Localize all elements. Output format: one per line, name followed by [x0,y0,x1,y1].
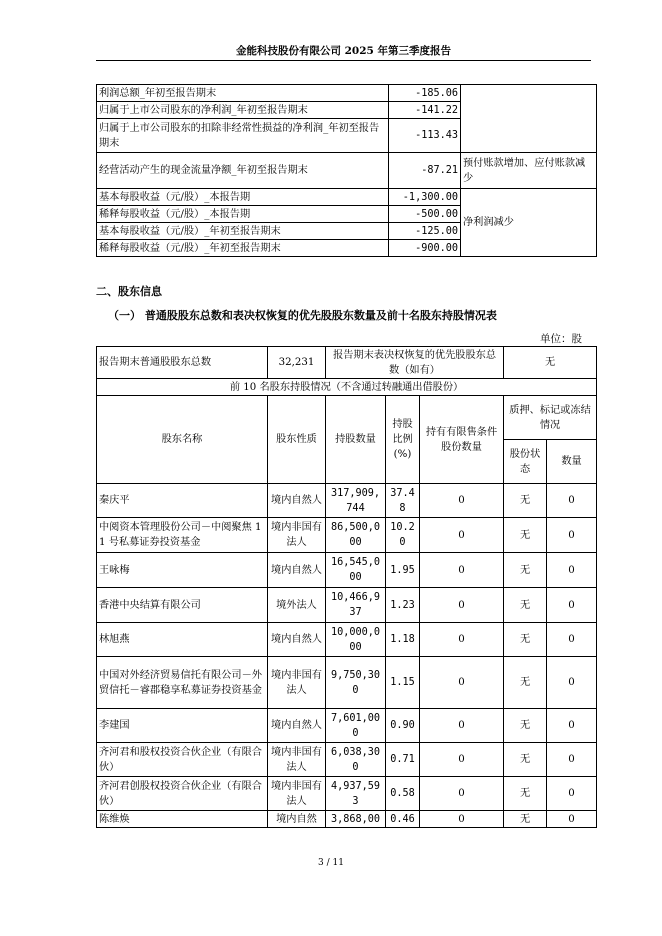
holder-ratio: 0.90 [386,709,420,743]
merged-reason: 净利润减少 [461,189,597,257]
table-row [97,743,597,777]
table-row [97,153,597,189]
holder-pledge-count: 0 [547,811,597,828]
holder-pledge-count: 0 [547,588,597,623]
holder-nature: 境内非国有法人 [268,657,326,709]
preferred-holders-label: 报告期末表决权恢复的优先股股东总数（如有） [326,347,504,379]
holder-restricted: 0 [420,657,504,709]
holder-quantity: 4,937,593 [326,777,386,811]
header-row [97,396,597,440]
holder-nature: 境内自然 [268,811,326,828]
holder-nature: 境内自然人 [268,623,326,657]
holder-quantity: 10,466,937 [326,588,386,623]
holder-pledge-status: 无 [504,811,547,828]
row-value: -500.00 [389,206,461,223]
holder-nature: 境内自然人 [268,553,326,588]
holder-quantity: 317,909,744 [326,484,386,518]
table-row [97,623,597,657]
table-row [97,588,597,623]
row-label: 归属于上市公司股东的扣除非经常性损益的净利润_年初至报告期末 [97,119,389,153]
holder-quantity: 6,038,300 [326,743,386,777]
holder-ratio: 1.95 [386,553,420,588]
holder-nature: 境内自然人 [268,484,326,518]
holder-pledge-status: 无 [504,518,547,553]
table-row [97,709,597,743]
holder-name: 王咏梅 [97,553,268,588]
header-ratio: 持股比例(%) [386,396,420,484]
row-value: -185.06 [389,85,461,102]
row-value: -141.22 [389,102,461,119]
holder-quantity: 86,500,000 [326,518,386,553]
holder-name: 齐河君和股权投资合伙企业（有限合伙） [97,743,268,777]
holder-restricted: 0 [420,553,504,588]
holder-pledge-count: 0 [547,777,597,811]
table-subtitle: 前 10 名股东持股情况（不含通过转融通出借股份） [97,379,597,396]
holder-quantity: 3,868,00 [326,811,386,828]
holder-pledge-count: 0 [547,553,597,588]
section-heading: 二、股东信息 [96,285,162,298]
holder-ratio: 10.20 [386,518,420,553]
holder-pledge-status: 无 [504,623,547,657]
row-label: 基本每股收益（元/股）_年初至报告期末 [97,223,389,240]
holder-pledge-count: 0 [547,484,597,518]
row-label: 稀释每股收益（元/股）_年初至报告期末 [97,240,389,257]
header-restricted: 持有有限售条件股份数量 [420,396,504,484]
row-value: -87.21 [389,153,461,189]
table-row [97,189,597,206]
subtitle-row [97,379,597,396]
unit-label: 单位：股 [540,333,582,345]
holder-quantity: 16,545,000 [326,553,386,588]
holder-nature: 境内非国有法人 [268,518,326,553]
table-row [97,85,597,102]
holder-restricted: 0 [420,484,504,518]
holder-name: 李建国 [97,709,268,743]
row-value: -900.00 [389,240,461,257]
row-reason: 预付账款增加、应付账款减少 [461,153,597,189]
header-divider [96,60,591,61]
holder-nature: 境内自然人 [268,709,326,743]
holder-restricted: 0 [420,777,504,811]
table-row [97,657,597,709]
header-pledge: 质押、标记或冻结情况 [504,396,597,440]
holder-ratio: 0.71 [386,743,420,777]
table-row [97,553,597,588]
holder-nature: 境内非国有法人 [268,743,326,777]
holder-ratio: 37.48 [386,484,420,518]
row-label: 利润总额_年初至报告期末 [97,85,389,102]
holder-pledge-status: 无 [504,743,547,777]
holder-quantity: 10,000,000 [326,623,386,657]
holder-nature: 境内非国有法人 [268,777,326,811]
holder-quantity: 9,750,300 [326,657,386,709]
header-quantity: 持股数量 [326,396,386,484]
row-label: 经营活动产生的现金流量净额_年初至报告期末 [97,153,389,189]
holder-restricted: 0 [420,623,504,657]
holder-restricted: 0 [420,811,504,828]
holder-quantity: 7,601,000 [326,709,386,743]
holder-pledge-status: 无 [504,709,547,743]
row-value: -125.00 [389,223,461,240]
subsection-heading: （一） 普通股股东总数和表决权恢复的优先股股东数量及前十名股东持股情况表 [108,309,497,322]
table-row [97,811,597,828]
holder-ratio: 0.58 [386,777,420,811]
financial-changes-table [96,84,597,257]
row-reason-empty [461,85,597,153]
holder-pledge-count: 0 [547,743,597,777]
holder-pledge-status: 无 [504,484,547,518]
row-label: 归属于上市公司股东的净利润_年初至报告期末 [97,102,389,119]
holder-pledge-count: 0 [547,709,597,743]
row-label: 基本每股收益（元/股）_本报告期 [97,189,389,206]
holder-name: 秦庆平 [97,484,268,518]
total-holders-label: 报告期末普通股股东总数 [97,347,268,379]
holder-restricted: 0 [420,709,504,743]
holder-pledge-count: 0 [547,518,597,553]
page-header-title: 金能科技股份有限公司 2025 年第三季度报告 [235,45,452,57]
holder-pledge-status: 无 [504,777,547,811]
table-row [97,518,597,553]
holder-pledge-status: 无 [504,588,547,623]
header-status: 股份状态 [504,440,547,484]
holder-nature: 境外法人 [268,588,326,623]
holder-pledge-status: 无 [504,553,547,588]
holder-name: 齐河君创股权投资合伙企业（有限合伙） [97,777,268,811]
header-name: 股东名称 [97,396,268,484]
table-row [97,484,597,518]
header-nature: 股东性质 [268,396,326,484]
holder-pledge-status: 无 [504,657,547,709]
row-label: 稀释每股收益（元/股）_本报告期 [97,206,389,223]
holder-name: 林旭燕 [97,623,268,657]
holder-ratio: 0.46 [386,811,420,828]
row-value: -113.43 [389,119,461,153]
holder-restricted: 0 [420,518,504,553]
holder-name: 中国对外经济贸易信托有限公司－外贸信托－睿郡稳享私募证券投资基金 [97,657,268,709]
holder-name: 陈维焕 [97,811,268,828]
holder-ratio: 1.18 [386,623,420,657]
preferred-holders-value: 无 [504,347,597,379]
holder-pledge-count: 0 [547,623,597,657]
holder-pledge-count: 0 [547,657,597,709]
shareholders-table [96,346,597,828]
holder-ratio: 1.15 [386,657,420,709]
summary-row [97,347,597,379]
table-row [97,777,597,811]
row-value: -1,300.00 [389,189,461,206]
holder-name: 中阅资本管理股份公司－中阅聚焦 11 号私募证券投资基金 [97,518,268,553]
holder-restricted: 0 [420,743,504,777]
total-holders-value: 32,231 [268,347,326,379]
header-count: 数量 [547,440,597,484]
holder-name: 香港中央结算有限公司 [97,588,268,623]
page-number: 3 / 11 [318,858,344,868]
holder-restricted: 0 [420,588,504,623]
holder-ratio: 1.23 [386,588,420,623]
